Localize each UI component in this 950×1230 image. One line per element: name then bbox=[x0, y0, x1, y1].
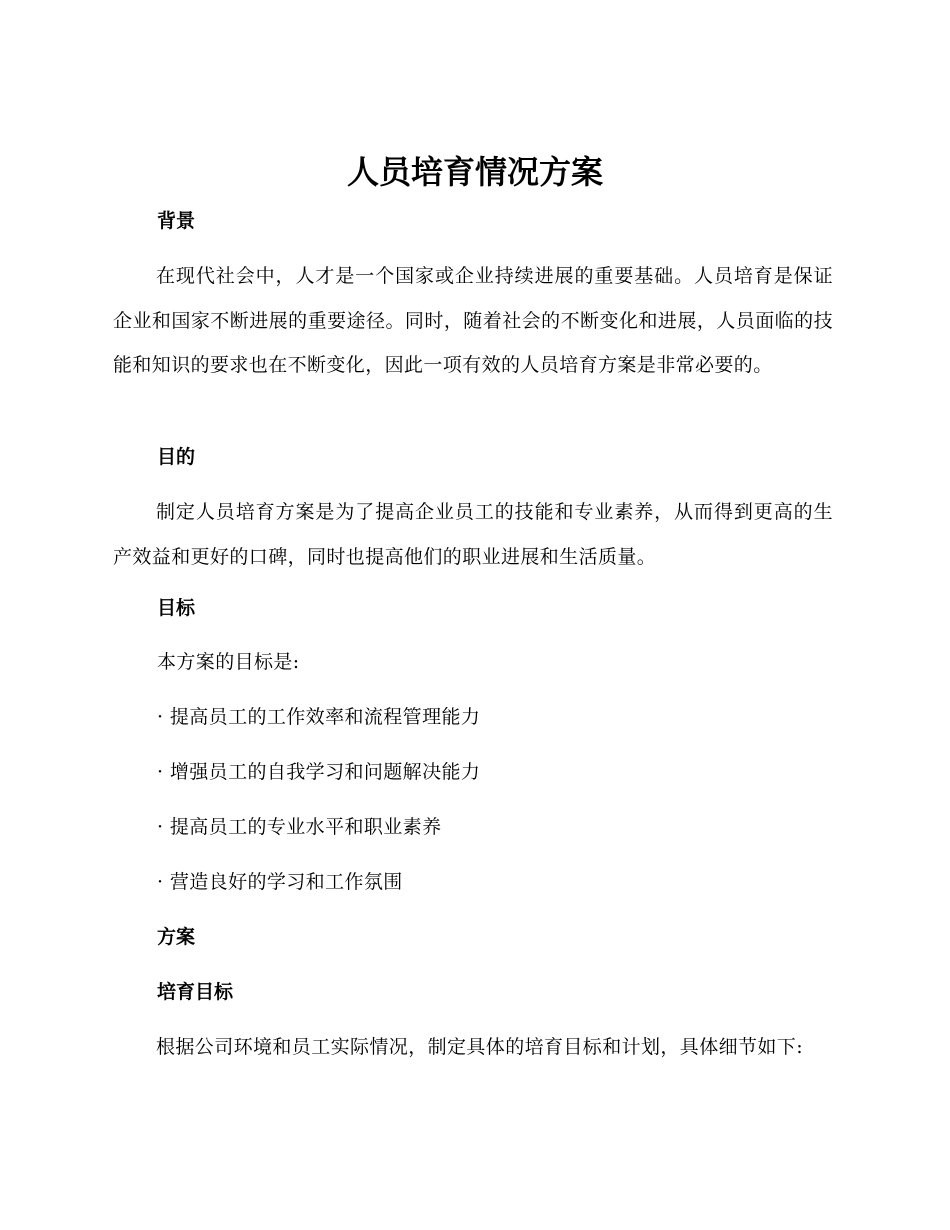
list-item: · 增强员工的自我学习和问题解决能力 bbox=[157, 761, 481, 783]
goals-intro: 本方案的目标是: bbox=[157, 651, 300, 673]
section-heading-background: 背景 bbox=[157, 210, 196, 232]
section-heading-purpose: 目的 bbox=[157, 446, 196, 468]
list-item: · 提高员工的专业水平和职业素养 bbox=[157, 816, 442, 838]
section-heading-training-goals: 培育目标 bbox=[157, 981, 234, 1003]
document-title: 人员培育情况方案 bbox=[346, 153, 603, 191]
section-heading-plan: 方案 bbox=[157, 926, 196, 948]
paragraph-training-goals: 根据公司环境和员工实际情况，制定具体的培育目标和计划，具体细节如下: bbox=[156, 1036, 804, 1058]
list-item: · 营造良好的学习和工作氛围 bbox=[157, 871, 403, 893]
list-item: · 提高员工的工作效率和流程管理能力 bbox=[157, 706, 481, 728]
paragraph-purpose: 制定人员培育方案是为了提高企业员工的技能和专业素养，从而得到更高的生产效益和更好的口碑，同时也提高他们的职业进展和生活质量。 bbox=[113, 501, 833, 568]
paragraph-background: 在现代社会中，人才是一个国家或企业持续进展的重要基础。人员培育是保证企业和国家不断进展的重要途径。同时，随着社会的不断变化和进展，人员面临的技能和知识的要求也在不断变化，因此一项有效的人员培育方案是非常必要的。 bbox=[113, 265, 833, 376]
section-heading-goals: 目标 bbox=[157, 597, 196, 619]
